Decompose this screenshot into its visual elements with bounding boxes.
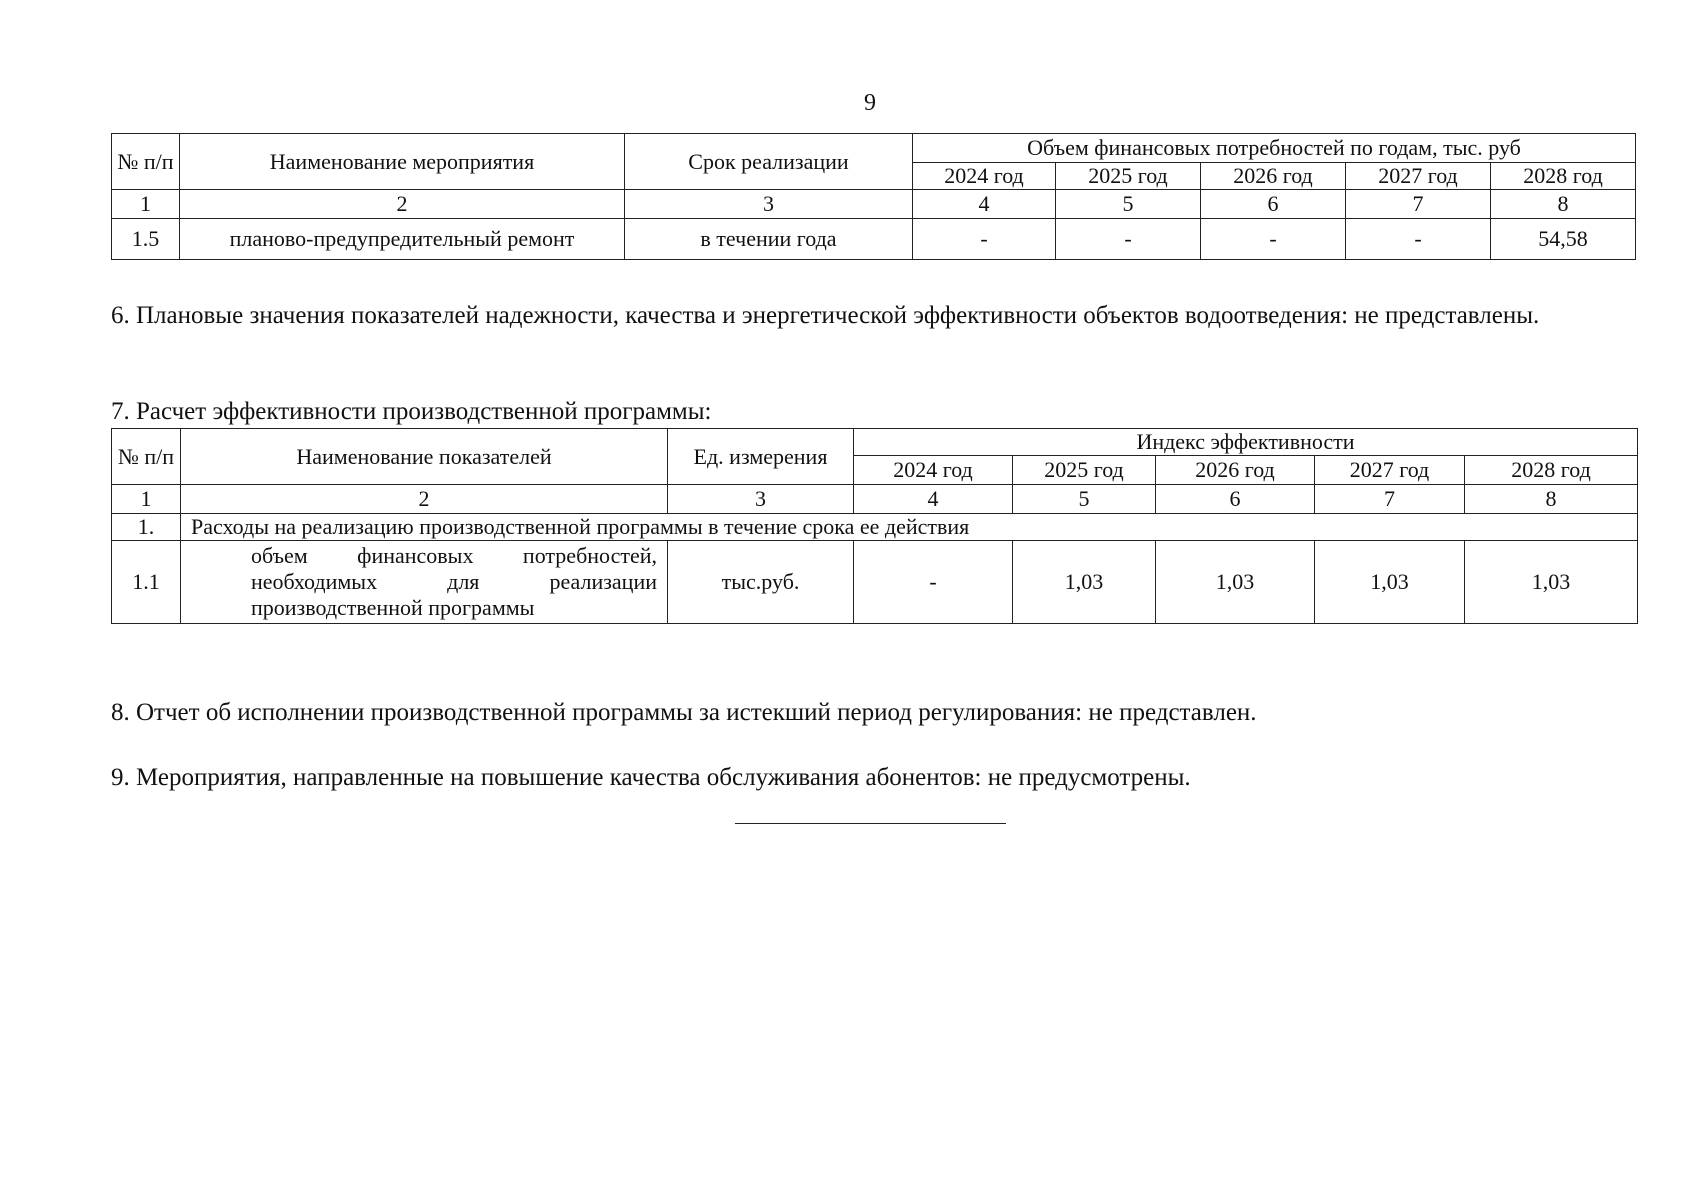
col-number: 7 (1346, 190, 1491, 219)
header-num: № п/п (112, 134, 180, 190)
row-value: 1,03 (1013, 541, 1156, 624)
col-number: 3 (625, 190, 913, 219)
header-year: 2027 год (1315, 456, 1465, 485)
row-value: 1,03 (1315, 541, 1465, 624)
table-row (112, 541, 1638, 624)
row-value: - (1056, 219, 1201, 260)
row-name: планово-предупредительный ремонт (180, 219, 625, 260)
row-term: в течении года (625, 219, 913, 260)
col-number: 3 (668, 485, 854, 514)
col-number: 8 (1491, 190, 1636, 219)
col-number: 2 (181, 485, 668, 514)
col-number: 1 (112, 190, 180, 219)
row-unit: тыс.руб. (668, 541, 854, 624)
paragraph-7: 7. Расчет эффективности производственной программы: (111, 398, 712, 425)
header-year: 2025 год (1056, 163, 1201, 190)
section-row (112, 514, 1638, 541)
header-year: 2024 год (913, 163, 1056, 190)
row-value: - (913, 219, 1056, 260)
row-value: - (1346, 219, 1491, 260)
col-number: 1 (112, 485, 181, 514)
header-index: Индекс эффективности (854, 429, 1638, 456)
col-number: 4 (913, 190, 1056, 219)
header-year: 2026 год (1201, 163, 1346, 190)
row-value: - (854, 541, 1013, 624)
header-year: 2028 год (1491, 163, 1636, 190)
row-num: 1.5 (112, 219, 180, 260)
header-unit: Ед. измерения (668, 429, 854, 485)
section-num: 1. (112, 514, 181, 541)
row-value: - (1201, 219, 1346, 260)
efficiency-table (111, 428, 1638, 624)
header-num: № п/п (112, 429, 181, 485)
col-number: 2 (180, 190, 625, 219)
end-separator-line (735, 823, 1006, 824)
header-term: Срок реализации (625, 134, 913, 190)
row-num: 1.1 (112, 541, 181, 624)
row-value: 1,03 (1465, 541, 1638, 624)
row-name-line: производственной программы (251, 595, 535, 620)
section-title: Расходы на реализацию производственной программы в течение срока ее действия (181, 514, 1638, 541)
financial-needs-table (111, 133, 1636, 260)
row-value: 1,03 (1156, 541, 1315, 624)
paragraph-8: 8. Отчет об исполнении производственной программы за истекший период регулирования: не представлен. (111, 699, 1257, 726)
header-name: Наименование мероприятия (180, 134, 625, 190)
header-year: 2028 год (1465, 456, 1638, 485)
row-name-line: объем финансовых потребностей, необходимых для реализации (251, 543, 657, 594)
col-number: 4 (854, 485, 1013, 514)
row-value: 54,58 (1491, 219, 1636, 260)
col-number: 6 (1156, 485, 1315, 514)
header-year: 2026 год (1156, 456, 1315, 485)
header-volume: Объем финансовых потребностей по годам, тыс. руб (913, 134, 1636, 163)
col-number: 5 (1013, 485, 1156, 514)
paragraph-9: 9. Мероприятия, направленные на повышение качества обслуживания абонентов: не предусмотрены. (111, 764, 1191, 791)
col-number: 5 (1056, 190, 1201, 219)
row-name (181, 541, 668, 624)
col-number: 6 (1201, 190, 1346, 219)
paragraph-6: 6. Плановые значения показателей надежности, качества и энергетической эффективности объектов водоотведения: не представлены. (111, 302, 1540, 329)
header-year: 2025 год (1013, 456, 1156, 485)
table-row (112, 219, 1636, 260)
col-number: 8 (1465, 485, 1638, 514)
page-number: 9 (864, 90, 876, 116)
header-year: 2027 год (1346, 163, 1491, 190)
header-year: 2024 год (854, 456, 1013, 485)
header-name: Наименование показателей (181, 429, 668, 485)
col-number: 7 (1315, 485, 1465, 514)
